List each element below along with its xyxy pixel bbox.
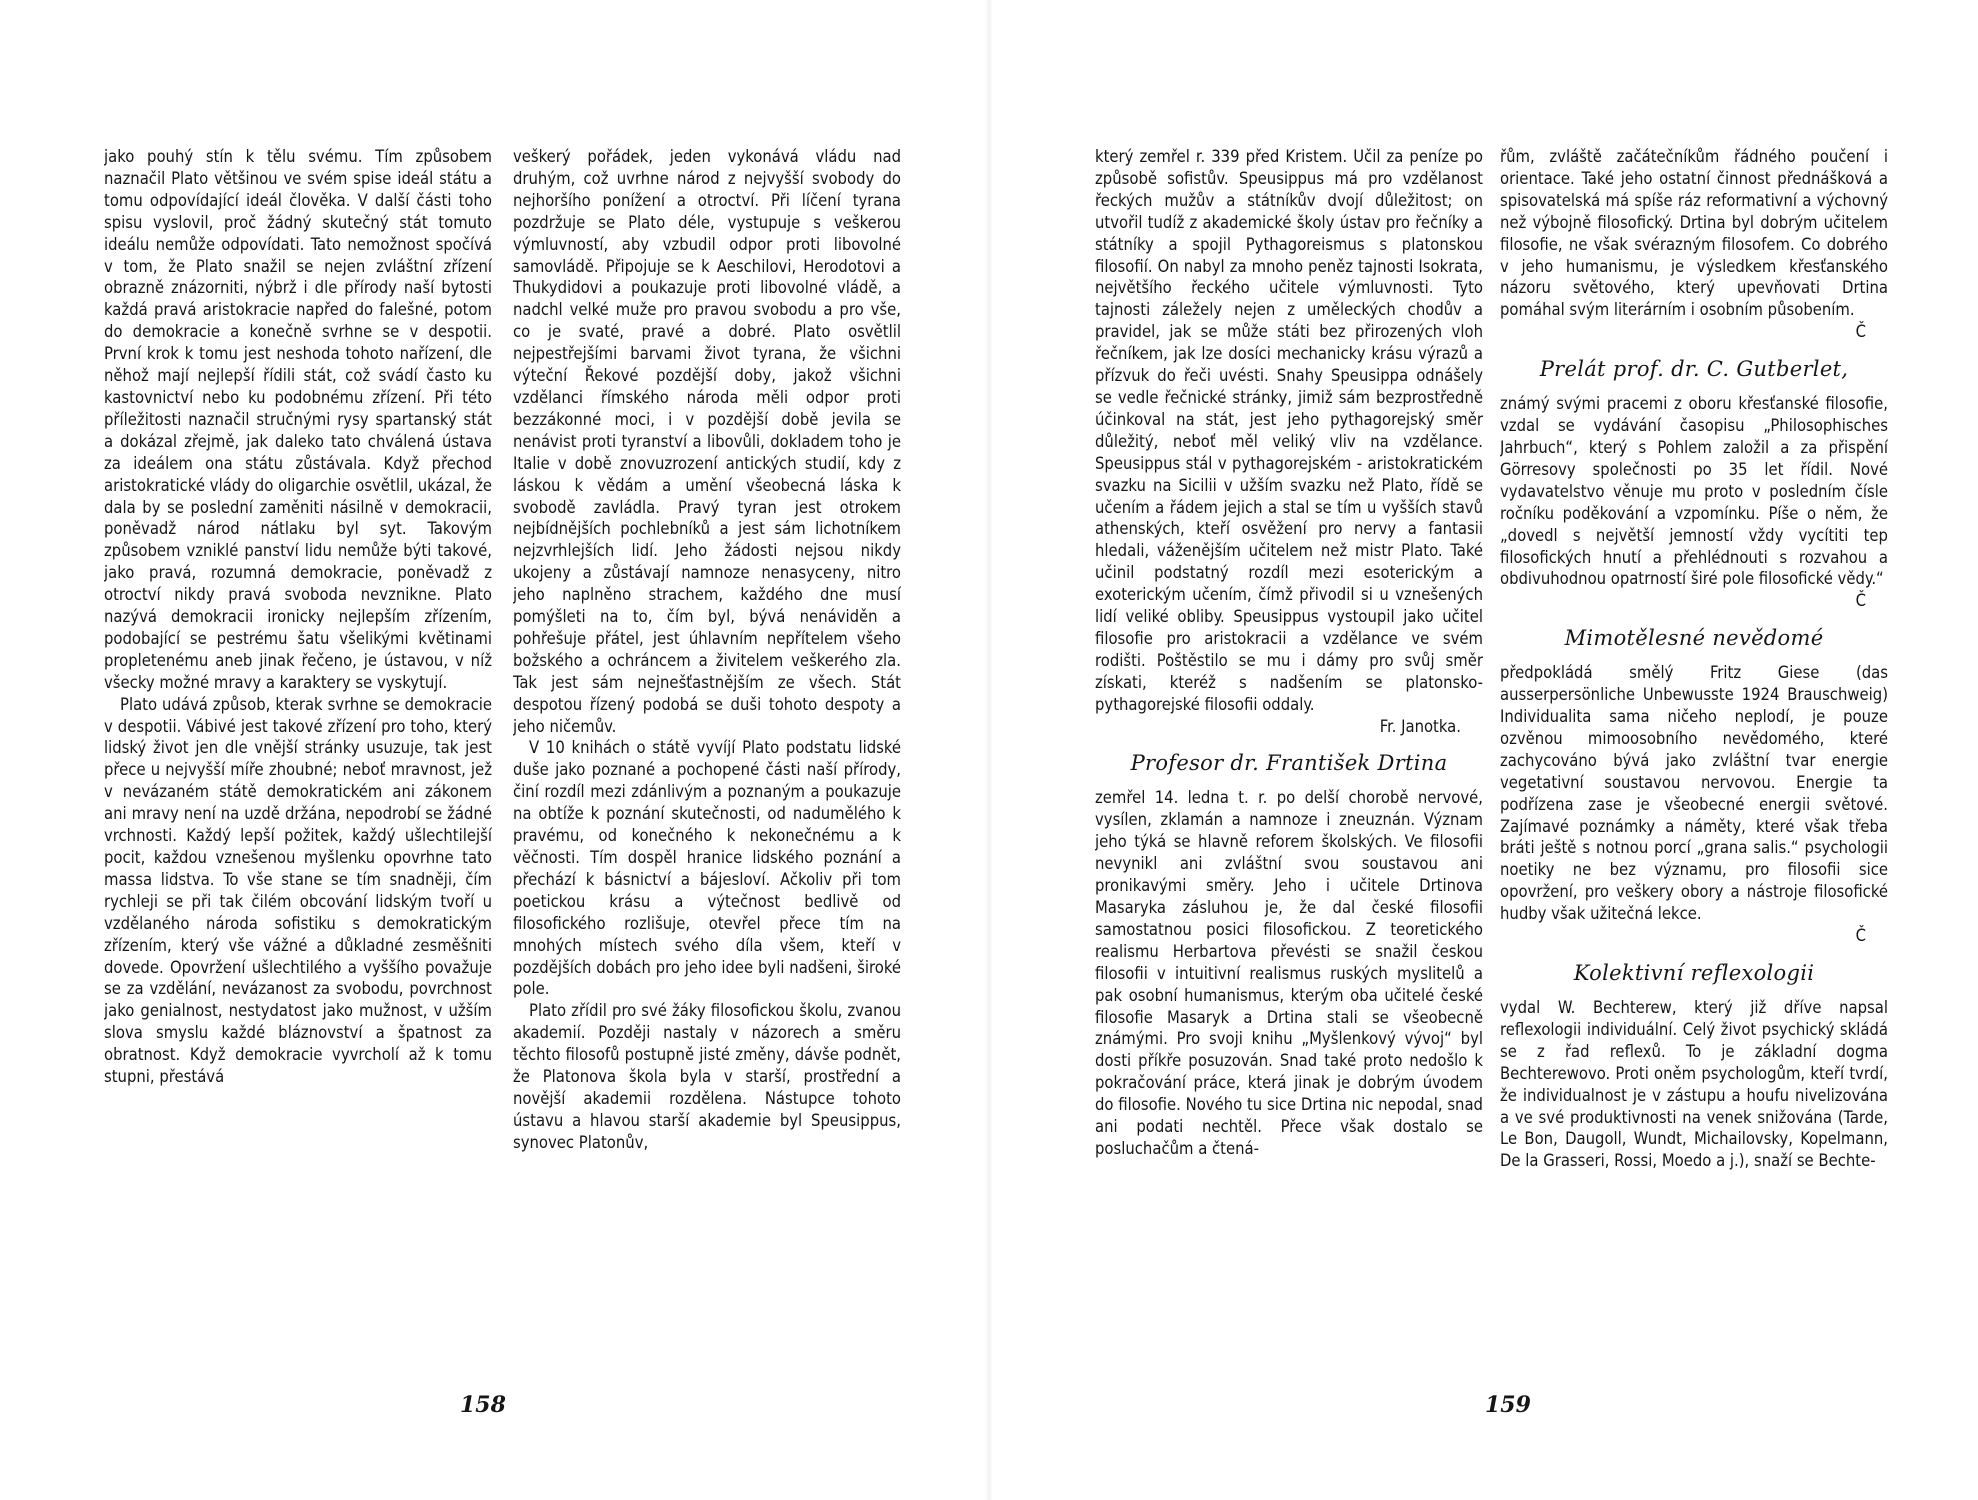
section-heading: Profesor dr. František Drtina [1130, 751, 1448, 776]
paragraph: který zemřel r. 339 před Kristem. Učil za peníze po způsobě sofistův. Speusippus má pro vzdělanost řeckých mužův a státníkův dvojí důležitost; on utvořil tudíž z akademické školy ústav pro řečníky a státníky a spojil Pythagoreismus s platonskou filosofií. On nabyl za mnoho peněz tajnosti Isokrata, největšího řeckého učitele výmluvnosti. Tyto tajnosti záležely nejen z uměleckých chodův a pravidel, jak se může státi bez přirozených vloh řečníkem, jak lze dosíci mechanicky krásu výrazů a přízvuk do řeči uvésti. Snahy Speusippa odnášely se vedle řečnické stránky, jimiž sám bezprostředně účinkoval na stát, jest jeho pythagorejský směr důležitý, neboť měl veliký vliv na vzdělance. Speusippus stál v pythagorejském - aristokratickém svazku na Sicilii v užším svazku než Plato, řídě se učením a řádem jejich a stal se tím u vyšších stavů athenských, kteří osvěžení pro nervy a fantasii hledali, váženějším učitelem než mistr Plato. Také učinil podstatný rozdíl mezi esoterickým a exoterickým učením, čímž přivodil si u vznešených lidí veliké obliby. Speusippus vystoupil jako učitel filosofie pro aristokracii a vzdělance ve svém rodišti. Poštěstilo se mu i dámy pro svůj směr získati, kteréž s nadšením se platonsko-pythagorejské filosofii oddaly. [1095, 147, 1483, 714]
page-number: 158 [460, 1392, 506, 1418]
paragraph: známý svými pracemi z oboru křesťanské filosofie, vzdal se vydávání časopisu „Philosophisches Jahrbuch“, který s Pohlem založil a za přispění Görresovy společnosti po 35 let řídil. Nové vydavatelstvo věnuje mu proto v posledním čísle ročníku poděkování a vzpomínku. Píše o něm, že „dovedl s největší jemností vždy vycítiti tep filosofických hnutí a přehlédnouti s rozvahou a obdivuhodnou opatrností širé pole filosofické vědy.“ [1500, 394, 1888, 589]
section-heading: Kolektivní reflexologii [1573, 961, 1815, 985]
author-signature: Fr. Janotka. [1379, 716, 1461, 736]
paragraph: jako pouhý stín k tělu svému. Tím způsobem naznačil Plato většinou ve svém spise ideál státu a tomu odpovídající ideál člověka. V další části toho spisu vyslovil, proč žádný skutečný stát tomuto ideálu nemůže odpovídati. Tato nemožnost spočívá v tom, že Plato snažil se nejen zvláštní zřízení obrazně znázorniti, nýbrž i dle přírody naší bytosti každá pravá aristokracie napřed do falešné, potom do demokracie a konečně svrhne se v despotii. První krok k tomu jest neshoda tohoto nařízení, dle něhož mají nejlepší řídili stát, což svádí často ku kastovnictví nebo ku podobnému zřízení. Při této příležitosti naznačil stručnými rysy spartanský stát a dokázal zřejmě, jak daleko tato chválená ústava za ideálem ona státu zůstávala. Když přechod aristokratické vlády do oligarchie osvětlil, ukázal, že dala by se poslední zaměniti násilně v demokracii, poněvadž národ nátlaku byl syt. Takovým způsobem vzniklé panství lidu nemůže býti takové, jako pravá, rozumná demokracie, poněvadž z otroctví nikdy pravá svoboda nevznikne. Plato nazývá demokracii ironicky nejlepším zřízením, podobající se pestrému šatu všelikými květinami propletenému aneb jinak řečeno, je ústavou, v níž všecky možné mravy a karaktery se vyskytují. [104, 147, 492, 692]
paragraph: řům, zvláště začátečníkům řádného poučení i orientace. Také jeho ostatní činnost přednášková a spisovatelská má spíše ráz reformativní a výchovný než výbojně filosofický. Drtina byl dobrým učitelem filosofie, ne však svérazným filosofem. Co dobrého v jeho humanismu, je výsledkem křesťanského názoru světového, který upevňovati Drtina pomáhal svým literárním i osobním působením. [1500, 147, 1888, 320]
paragraph: zemřel 14. ledna t. r. po delší chorobě nervové, vysílen, zklamán a namnoze i zneuznán. Význam jeho týká se hlavně reforem školských. Ve filosofii nevynikl ani zvláštní svou soustavou ani pronikavými směry. Jeho i učitele Drtinova Masaryka zásluhou je, že dal české filosofii samostatnou posici filosofickou. Z teoretického realismu Herbartova převésti se snažil českou filosofii v intuitivní realismus ruských myslitelů a pak osobní humanismus, kterým oba učitelé české filosofie Masaryk a Drtina stali se všeobecně známými. Pro svoji knihu „Myšlenkový vývoj“ byl dosti příkře posuzován. Snad také proto nedošlo k pokračování práce, která jinak je dobrým úvodem do filosofie. Nového tu sice Drtina nic nepodal, snad ani podati nechtěl. Přece však dostalo se posluchačům a čtená- [1095, 788, 1483, 1158]
right-page-column-2 [1500, 146, 1888, 1366]
right-page-column-1 [1095, 146, 1483, 1366]
author-signature: Č [1855, 591, 1866, 611]
paragraph: vydal W. Bechterew, který již dříve napsal reflexologii individuální. Celý život psychický skládá se z řad reflexů. To je základní dogma Bechterewovo. Proti oněm psychologům, kteří tvrdí, že individualnost je v zástupu a houfu nivelizována a ve své produktivnosti na venek snižována (Tarde, Le Bon, Daugoll, Wundt, Michailovsky, Kopelmann, De la Grasseri, Rossi, Moedo a j.), snaží se Bechte- [1500, 998, 1888, 1171]
paragraph: Plato zřídil pro své žáky filosofickou školu, zvanou akademií. Později nastaly v názorech a směru těchto filosofů postupně jisté změny, dávše podnět, že Platonova škola byla v starší, prostřední a novější akademii rozdělena. Nástupce tohoto ústavu a hlavou starší akademie byl Speusippus, synovec Platonův, [513, 1001, 901, 1152]
page-number: 159 [1485, 1392, 1531, 1418]
right-page [989, 0, 1978, 1500]
paragraph: V 10 knihách o státě vyvíjí Plato podstatu lidské duše jako poznané a pochopené části naší přírody, činí rozdíl mezi zdánlivým a poznaným a poukazuje na obtíže k poznání skutečnosti, od nadumělého k pravému, od konečného k nekonečnému a k věčnosti. Tím dospěl hranice lidského poznání a přechází k básnictví a bájesloví. Ačkoliv při tom poetickou krásu a výtečnost bedlivě od filosofického rozlišuje, otevřel přece tím na mnohých místech svého díla všem, kteří v pozdějších dobách pro jeho idee byli nadšeni, široké pole. [513, 738, 901, 999]
left-page-column-2 [513, 146, 901, 1346]
left-page-column-1 [104, 146, 492, 1346]
section-heading: Prelát prof. dr. C. Gutberlet, [1539, 357, 1849, 382]
paragraph: veškerý pořádek, jeden vykonává vládu nad druhým, což uvrhne národ z nejvyšší svobody do nejhoršího ponížení a otroctví. Při líčení tyrana pozdržuje se Plato déle, vystupuje s veškerou výmluvností, aby vzbudil odpor proti libovolné samovládě. Připojuje se k Aeschilovi, Herodotovi a Thukydidovi a poukazuje proti libovolné vládě, a nadchl velké muže pro pravou svobodu a pro vše, co je svaté, pravé a dobré. Plato osvětlil nejpestřejšími barvami život tyrana, že všichni výteční Řekové pozdější doby, jakož všichni vzdělanci římského národa měli odpor proti bezzákonné moci, i v pozdější době jevila se nenávist proti tyranství a libovůli, dokladem toho je Italie v době znovuzrození antických studií, kdy z láskou k vědám a umění všeobecná láska k svobodě zavládla. Pravý tyran jest otrokem nejbídnějších pochlebníků a jest sám lichotníkem nejzvrhlejších lidí. Jeho žádosti nejsou nikdy ukojeny a zůstávají namnoze nenasyceny, nitro jeho naplněno strachem, každého dne musí pomýšleti na to, čím byl, bývá nenáviděn a pohřešuje přátel, jest úhlavním nepřítelem všeho božského a ochráncem a živitelem veškerého zla. Tak jest sám nejnešťastnějším ze všech. Stát despotou řízený podobá se duši tohoto despoty a jeho ničemův. [513, 147, 901, 736]
section-heading: Mimotělesné nevědomé [1564, 626, 1824, 651]
author-signature: Č [1855, 926, 1866, 946]
paragraph: Plato udává způsob, kterak svrhne se demokracie v despotii. Vábivé jest takové zřízení pro toho, který lidský život jen dle vnější stránky usuzuje, tak jest přece u nejvyšší míře zhoubné; neboť mravnost, jež v nevázaném státě demokratickém ani zákonem ani mravy není na uzdě držána, nepodrobí se žádné vrchnosti. Každý lepší požitek, každý ušlechtilejší pocit, každou vznešenou myšlenku opovrhne tato massa lidstva. To vše stane se tím snadněji, čím rychleji se při tak čilém obcování lidským tvoří u vzdělaného národa sofistiku s demokratickým zřízením, který vše vážné a důkladné zesměšniti dovede. Opovržení ušlechtilého a vyššího považuje se za vzdělání, nevázanost za svobodu, povrchnost jako genialnost, nestydatost jako mužnost, v užším slova smyslu každé bláznovství a špatnost za obratnost. Když demokracie vyvrcholí až k tomu stupni, přestává [104, 694, 492, 1087]
author-signature: Č [1855, 322, 1866, 342]
paragraph: předpokládá smělý Fritz Giese (das ausserpersönliche Unbewusste 1924 Brauschweig) Individualita sama ničeho neplodí, je pouze ozvěnou mimoosobního nevědomého, které zachycováno bývá jako zvláštní tvar energie vegetativní soustavou nervovou. Energie ta podřízena zase je všeobecné energii světové. Zajímavé poznámky a náměty, které však třeba bráti ještě s notnou porcí „grana salis.“ psychologii noetiky ne bez významu, pro filosofii sice opovržení, pro veškery obory a nástroje filosofické hudby však užitečná lekce. [1500, 663, 1888, 924]
